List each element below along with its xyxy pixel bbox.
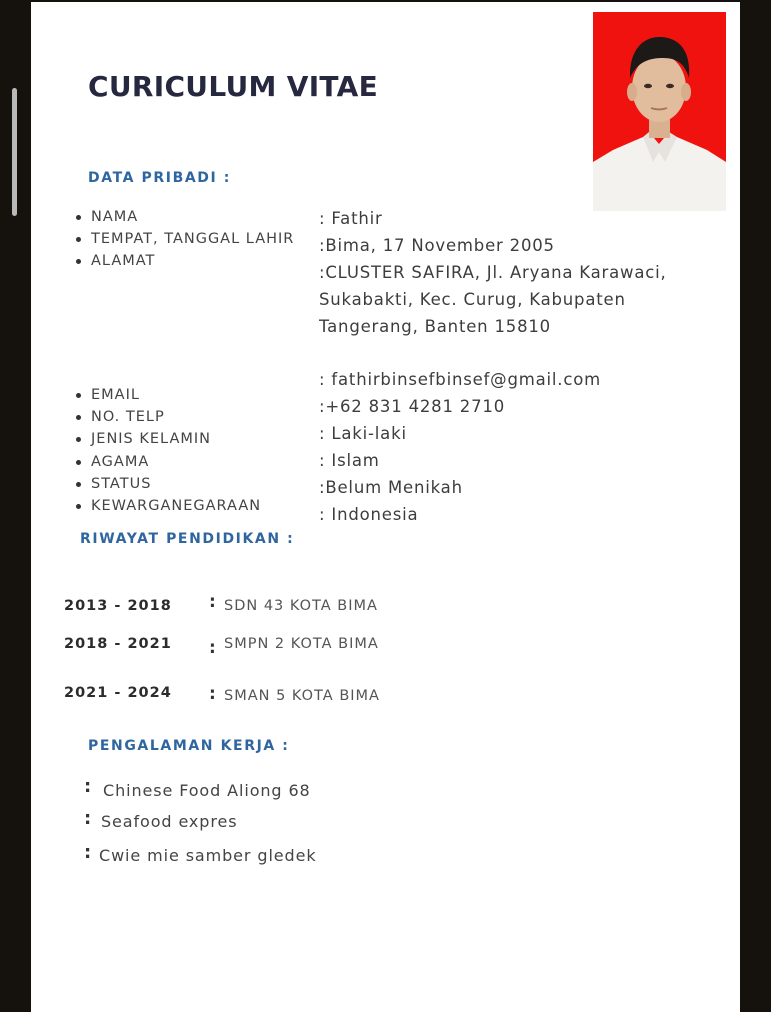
education-years-2: 2018 - 2021: [64, 636, 172, 652]
work-item-2: Seafood expres: [101, 812, 238, 831]
label-kewarganegaraan: KEWARGANEGARAAN: [76, 495, 261, 517]
education-years-3: 2021 - 2024: [64, 685, 172, 701]
label-status: STATUS: [76, 473, 261, 495]
label-agama: AGAMA: [76, 451, 261, 473]
cv-page: [31, 2, 740, 1012]
personal-labels-group-1: [76, 206, 294, 273]
label-email: EMAIL: [76, 384, 261, 406]
education-school-3: SMAN 5 KOTA BIMA: [224, 688, 380, 704]
work-colon-1: :: [84, 776, 92, 797]
value-email: : fathirbinsefbinsef@gmail.com: [319, 370, 601, 389]
value-ttl: :Bima, 17 November 2005: [319, 236, 555, 255]
work-item-1: Chinese Food Aliong 68: [103, 781, 311, 800]
section-title-pengalaman-kerja: PENGALAMAN KERJA :: [88, 738, 290, 754]
label-no-telp: NO. TELP: [76, 406, 261, 428]
work-item-3: Cwie mie samber gledek: [99, 846, 317, 865]
education-colon-3: :: [209, 684, 216, 704]
education-colon-2: :: [209, 638, 216, 658]
personal-labels-group-2: [76, 384, 261, 517]
value-kewarganegaraan: : Indonesia: [319, 505, 419, 524]
value-agama: : Islam: [319, 451, 380, 470]
work-colon-3: :: [84, 842, 92, 863]
value-alamat-line-1: :CLUSTER SAFIRA, Jl. Aryana Karawaci,: [319, 263, 667, 282]
page-title: CURICULUM VITAE: [88, 70, 379, 103]
value-jenis-kelamin: : Laki-laki: [319, 424, 407, 443]
profile-photo: [593, 12, 726, 211]
label-nama: NAMA: [76, 206, 294, 228]
education-school-1: SDN 43 KOTA BIMA: [224, 598, 378, 614]
label-alamat: ALAMAT: [76, 250, 294, 272]
label-jenis-kelamin: JENIS KELAMIN: [76, 428, 261, 450]
education-school-2: SMPN 2 KOTA BIMA: [224, 636, 379, 652]
section-title-data-pribadi: DATA PRIBADI :: [88, 170, 231, 186]
education-years-1: 2013 - 2018: [64, 598, 172, 614]
label-tempat-tanggal-lahir: TEMPAT, TANGGAL LAHIR: [76, 228, 294, 250]
scrollbar-thumb[interactable]: [12, 88, 17, 216]
value-nama: : Fathir: [319, 209, 383, 228]
education-colon-1: :: [209, 592, 216, 612]
value-alamat-line-3: Tangerang, Banten 15810: [319, 317, 551, 336]
profile-photo-illustration: [593, 12, 726, 211]
section-title-riwayat-pendidikan: RIWAYAT PENDIDIKAN :: [80, 531, 295, 547]
value-telp: :+62 831 4281 2710: [319, 397, 505, 416]
work-colon-2: :: [84, 808, 92, 829]
value-status: :Belum Menikah: [319, 478, 463, 497]
value-alamat-line-2: Sukabakti, Kec. Curug, Kabupaten: [319, 290, 626, 309]
